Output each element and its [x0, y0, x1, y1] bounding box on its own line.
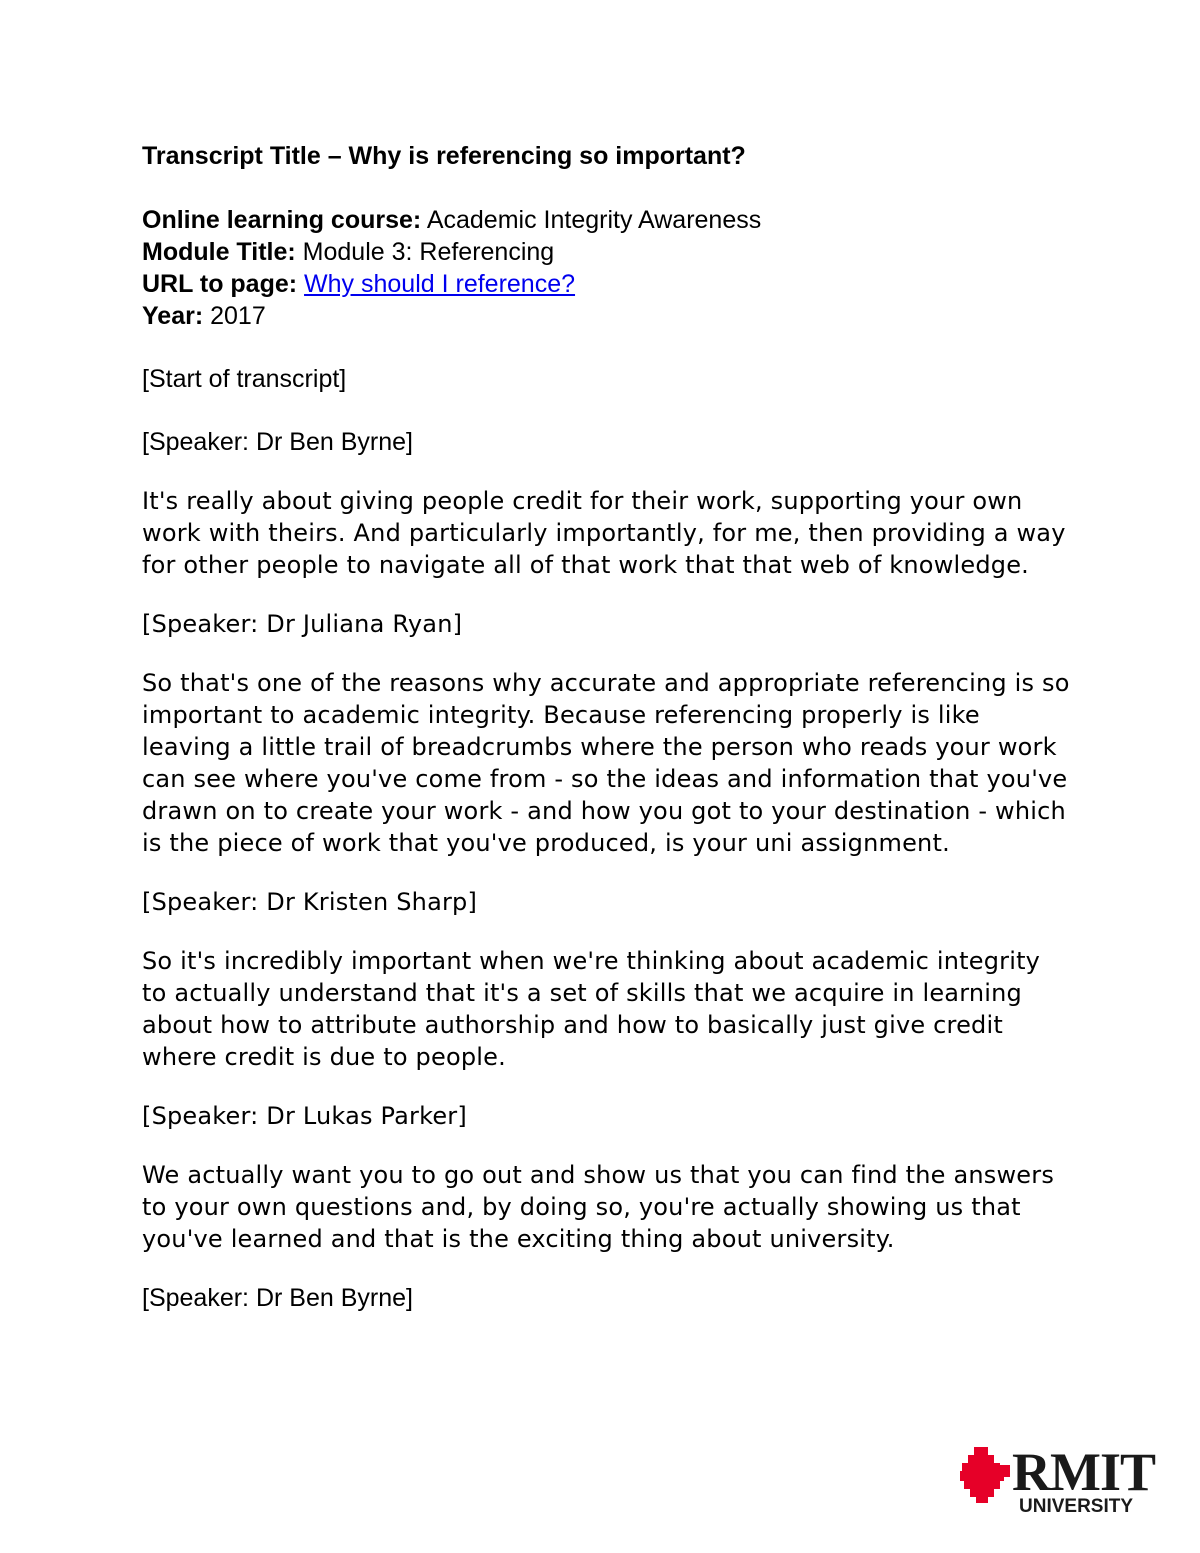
meta-module-value: Module 3: Referencing [302, 238, 555, 266]
speaker-label: [Speaker: Dr Ben Byrne] [142, 428, 413, 456]
speaker-label: [Speaker: Dr Juliana Ryan] [142, 610, 463, 638]
logo-subtitle: UNIVERSITY [1019, 1496, 1134, 1517]
meta-url [142, 268, 1072, 300]
meta-year-value: 2017 [210, 302, 266, 330]
meta-year [142, 300, 1072, 332]
speaker-label: [Speaker: Dr Ben Byrne] [142, 1284, 413, 1312]
transcript-title: Transcript Title – Why is referencing so important? [142, 142, 746, 170]
meta-url-label: URL to page: [142, 270, 298, 298]
meta-year-label: Year: [142, 302, 204, 330]
meta-course-label: Online learning course: [142, 206, 422, 234]
meta-course-value: Academic Integrity Awareness [426, 206, 762, 234]
page-url-link[interactable]: Why should I reference? [304, 270, 576, 298]
document-page [142, 140, 1072, 1314]
meta-module [142, 236, 1072, 268]
transcript-paragraph: So that's one of the reasons why accurate and appropriate referencing is so important to academic integrity. Because referencing properly is like leaving a little trail of breadcrumbs where the person who reads your work can see where you've come from - so the ideas and information that you've drawn on to create your work - and how you got to your destination - which is the piece of work that you've produced, is your uni assignment. [142, 669, 1070, 857]
meta-module-label: Module Title: [142, 238, 296, 266]
transcript-paragraph: So it's incredibly important when we're thinking about academic integrity to actually understand that it's a set of skills that we acquire in learning about how to attribute authorship and how to basically just give credit where credit is due to people. [142, 947, 1041, 1071]
speaker-label: [Speaker: Dr Lukas Parker] [142, 1102, 467, 1130]
transcript-paragraph: It's really about giving people credit for their work, supporting your own work with theirs. And particularly importantly, for me, then providing a way for other people to navigate all of that work that that web of knowledge. [142, 487, 1066, 579]
logo-pixel-mark [960, 1447, 1010, 1503]
start-of-transcript: [Start of transcript] [142, 365, 347, 393]
logo-wordmark: RMIT [1012, 1442, 1155, 1502]
transcript-paragraph: We actually want you to go out and show us that you can find the answers to your own questions and, by doing so, you're actually showing us that you've learned and that is the exciting thing about university. [142, 1161, 1055, 1253]
speaker-label: [Speaker: Dr Kristen Sharp] [142, 888, 478, 916]
meta-course [142, 204, 1072, 236]
